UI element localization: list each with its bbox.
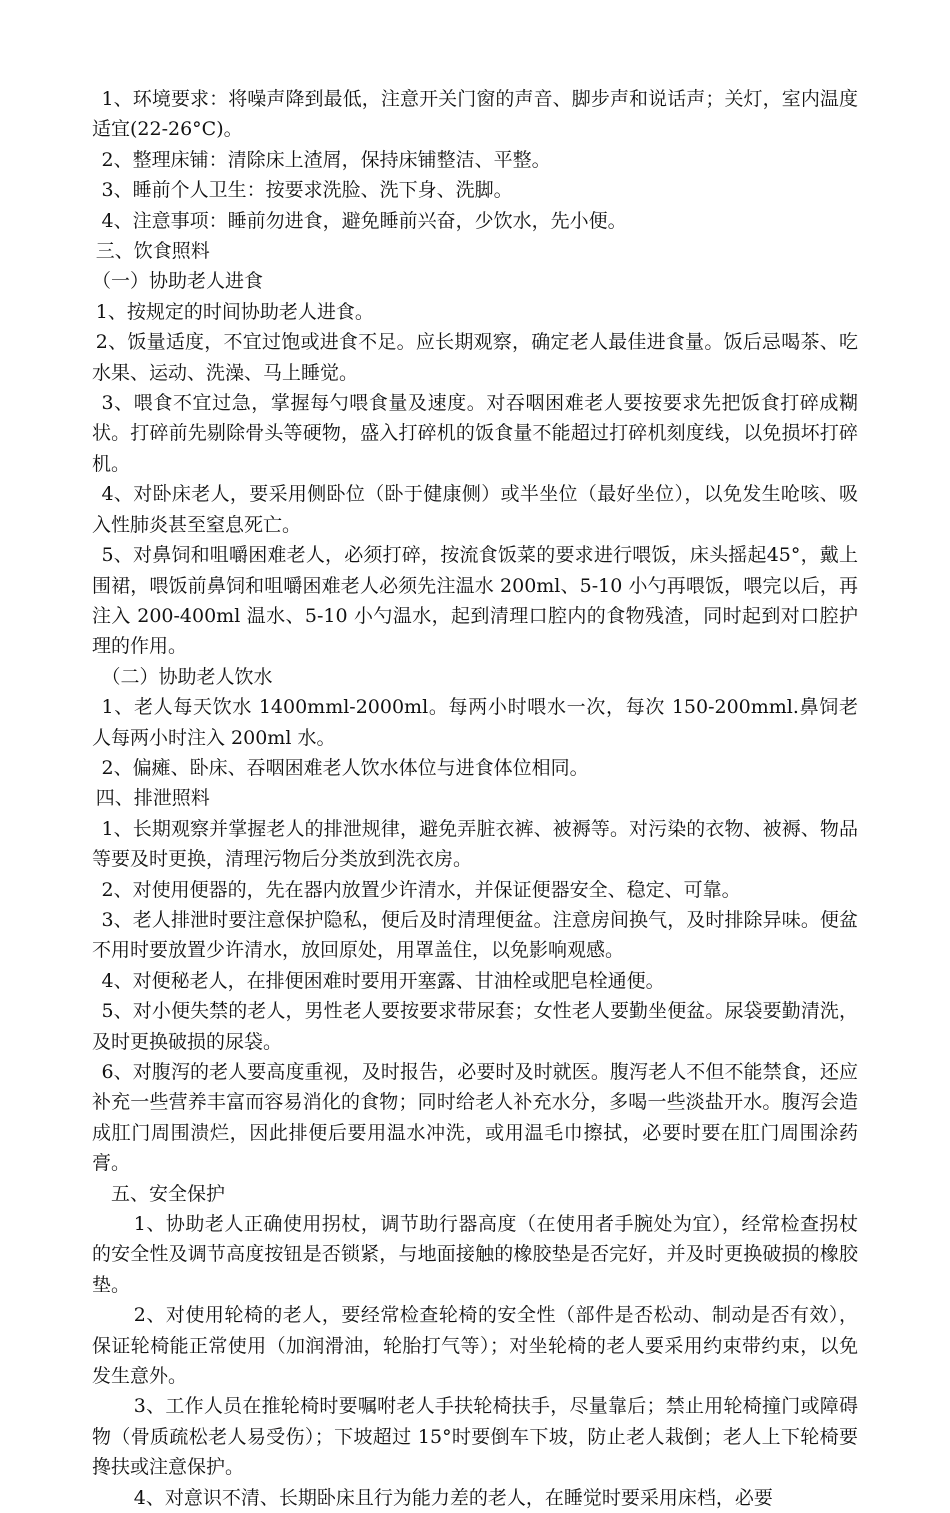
paragraph: 4、对卧床老人，要采用侧卧位（卧于健康侧）或半坐位（最好坐位），以免发生呛咳、吸入性肺炎甚至窒息死亡。 <box>92 483 858 536</box>
paragraph: 5、对小便失禁的老人，男性老人要按要求带尿套；女性老人要勤坐便盆。尿袋要勤清洗，及时更换破损的尿袋。 <box>92 1000 858 1053</box>
section-heading: 四、排泄照料 <box>95 787 210 810</box>
paragraph: 2、对使用便器的，先在器内放置少许清水，并保证便器安全、稳定、可靠。 <box>101 878 741 901</box>
paragraph: （二）协助老人饮水 <box>101 665 273 688</box>
paragraph: 3、老人排泄时要注意保护隐私，便后及时清理便盆。注意房间换气，及时排除异味。便盆不用时要放置少许清水，放回原处，用罩盖住，以免影响观感。 <box>92 908 858 962</box>
section-heading: 五、安全保护 <box>111 1182 226 1205</box>
paragraph: 1、环境要求：将噪声降到最低，注意开关门窗的声音、脚步声和说话声；关灯，室内温度适宜(22-26°C)。 <box>92 88 858 141</box>
paragraph: 5、对鼻饲和咀嚼困难老人，必须打碎，按流食饭菜的要求进行喂饭，床头摇起45°，戴上围裙，喂饭前鼻饲和咀嚼困难老人必须先注温水 200ml、5-10 小勺再喂饭，喂完以后，再注入 200-400ml 温水、5-10 小勺温水，起到清理口腔内的食物残渣，同时起到对口腔护理的作用。 <box>92 544 858 658</box>
paragraph: 1、长期观察并掌握老人的排泄规律，避免弄脏衣裤、被褥等。对污染的衣物、被褥、物品等要及时更换，清理污物后分类放到洗衣房。 <box>92 817 858 871</box>
paragraph: 1、协助老人正确使用拐杖，调节助行器高度（在使用者手腕处为宜），经常检查拐杖的安全性及调节高度按钮是否锁紧，与地面接触的橡胶垫是否完好，并及时更换破损的橡胶垫。 <box>92 1213 858 1296</box>
paragraph: 3、睡前个人卫生：按要求洗脸、洗下身、洗脚。 <box>101 179 513 202</box>
section-heading: 1、按规定的时间协助老人进食。 <box>95 300 374 323</box>
section-heading: 2、饭量适度，不宜过饱或进食不足。应长期观察，确定老人最佳进食量。饭后忌喝茶、吃水果、运动、洗澡、马上睡觉。 <box>92 331 858 384</box>
paragraph: 4、对意识不清、长期卧床且行为能力差的老人，在睡觉时要采用床档，必要 <box>133 1486 773 1509</box>
section-heading: 三、饮食照料 <box>95 240 210 263</box>
paragraph: 6、对腹泻的老人要高度重视，及时报告，必要时及时就医。腹泻老人不但不能禁食，还应补充一些营养丰富而容易消化的食物；同时给老人补充水分，多喝一些淡盐开水。腹泻会造成肛门周围溃烂，因此排便后要用温水冲洗，或用温毛巾擦拭，必要时要在肛门周围涂药膏。 <box>92 1061 858 1175</box>
paragraph: 4、对便秘老人，在排便困难时要用开塞露、甘油栓或肥皂栓通便。 <box>101 969 665 992</box>
paragraph: 3、工作人员在推轮椅时要嘱咐老人手扶轮椅扶手，尽量靠后；禁止用轮椅撞门或障碍物（骨质疏松老人易受伤）；下坡超过 15°时要倒车下坡，防止老人栽倒；老人上下轮椅要搀扶或注意保护。 <box>92 1395 858 1479</box>
paragraph: 4、注意事项：睡前勿进食，避免睡前兴奋，少饮水，先小便。 <box>101 209 627 232</box>
paragraph: 2、偏瘫、卧床、吞咽困难老人饮水体位与进食体位相同。 <box>101 756 589 779</box>
paragraph: （一）协助老人进食 <box>92 270 264 293</box>
paragraph: 2、对使用轮椅的老人，要经常检查轮椅的安全性（部件是否松动、制动是否有效），保证轮椅能正常使用（加润滑油，轮胎打气等）；对坐轮椅的老人要采用约束带约束，以免发生意外。 <box>92 1304 858 1388</box>
paragraph: 2、整理床铺：清除床上渣屑，保持床铺整洁、平整。 <box>101 148 551 171</box>
paragraph: 3、喂食不宜过急，掌握每勺喂食量及速度。对吞咽困难老人要按要求先把饭食打碎成糊状。打碎前先剔除骨头等硬物，盛入打碎机的饭食量不能超过打碎机刻度线，以免损坏打碎机。 <box>92 392 858 475</box>
paragraph: 1、老人每天饮水 1400mml-2000ml。每两小时喂水一次，每次 150-200mml.鼻饲老人每两小时注入 200ml 水。 <box>92 696 858 749</box>
document-body <box>92 84 858 1513</box>
